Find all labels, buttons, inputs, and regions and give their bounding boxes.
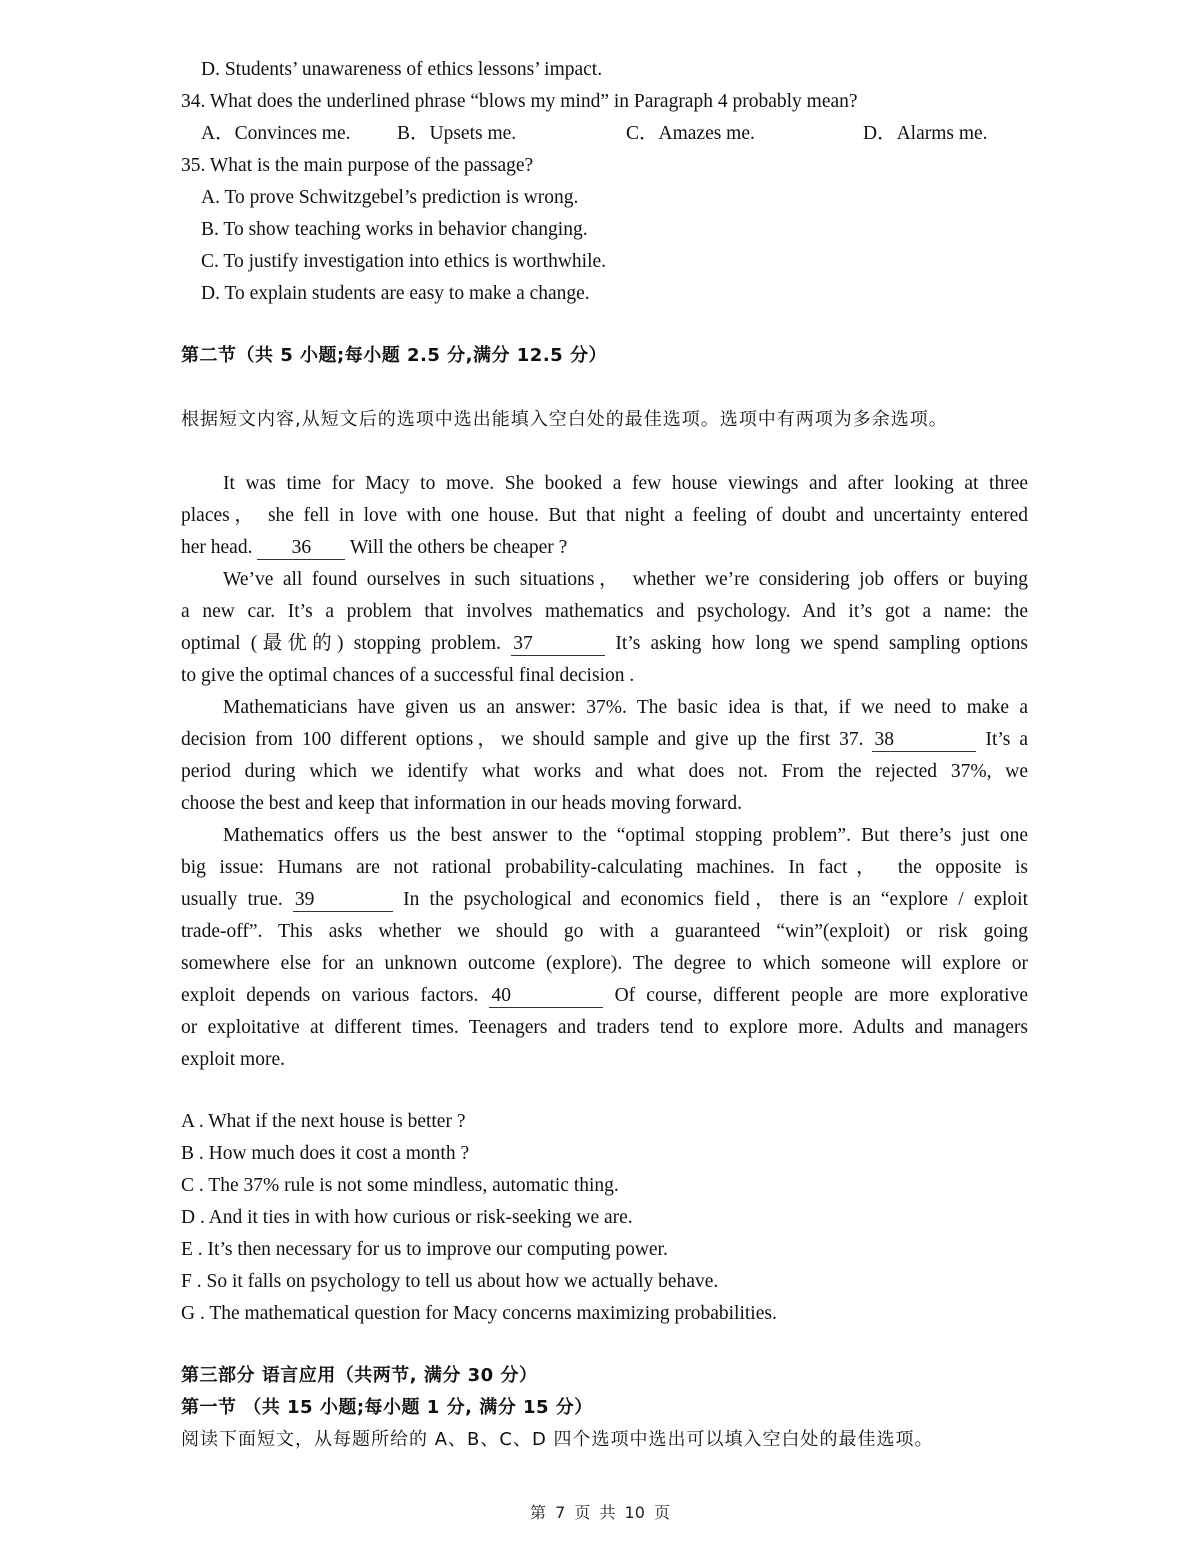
part3-section1-heading: 第一节 （共 15 小题;每小题 1 分, 满分 15 分） — [181, 1397, 593, 1418]
passage-p4-line2: big issue: Humans are not rational probability-calculating machines. In fact， the opposite is — [181, 857, 1028, 878]
choice-g: G . The mathematical question for Macy concerns maximizing probabilities. — [181, 1303, 777, 1324]
blank-39: 39 — [293, 889, 393, 912]
text: usually true. — [181, 889, 293, 910]
passage-p3-line2 — [181, 726, 1028, 754]
q34-option-a: A．Convinces me. — [201, 123, 351, 144]
choice-f: F . So it falls on psychology to tell us about how we actually behave. — [181, 1271, 719, 1292]
passage-p4-line7: or exploitative at different times. Teenagers and traders tend to explore more. Adults and managers — [181, 1017, 1028, 1038]
passage-p4-line5: somewhere else for an unknown outcome (explore). The degree to which someone will explore or — [181, 953, 1028, 974]
blank-36: 36 — [257, 537, 345, 560]
text: exploit depends on various factors. — [181, 985, 490, 1006]
choice-e: E . It’s then necessary for us to improve our computing power. — [181, 1239, 668, 1260]
passage-p4-line1: Mathematics offers us the best answer to the “optimal stopping problem”. But there’s just one — [223, 825, 1028, 846]
passage-p2-line4: to give the optimal chances of a successful final decision . — [181, 665, 635, 686]
blank-37: 37 — [511, 633, 605, 656]
q34-option-d: D．Alarms me. — [863, 123, 988, 144]
choice-d: D . And it ties in with how curious or risk-seeking we are. — [181, 1207, 633, 1228]
q34-stem: 34. What does the underlined phrase “blows my mind” in Paragraph 4 probably mean? — [181, 91, 858, 112]
q35-option-b: B. To show teaching works in behavior changing. — [201, 219, 588, 240]
text: It’s a — [976, 729, 1029, 750]
passage-p3-line3: period during which we identify what works and what does not. From the rejected 37%, we — [181, 761, 1028, 782]
q35-stem: 35. What is the main purpose of the passage? — [181, 155, 534, 176]
q34-option-c: C．Amazes me. — [626, 123, 755, 144]
passage-p2-line3 — [181, 630, 1028, 658]
passage-p2-line1: We’ve all found ourselves in such situations， whether we’re considering job offers or buying — [223, 569, 1028, 590]
part3-heading: 第三部分 语言应用（共两节, 满分 30 分） — [181, 1365, 538, 1386]
passage-p4-line4: trade-off”. This asks whether we should go with a guaranteed “win”(exploit) or risk going — [181, 921, 1028, 942]
q35-option-d: D. To explain students are easy to make a change. — [201, 283, 590, 304]
q35-option-c: C. To justify investigation into ethics is worthwhile. — [201, 251, 607, 272]
text: decision from 100 different options，we should sample and give up the first 37. — [181, 729, 873, 750]
passage-p3-line4: choose the best and keep that information in our heads moving forward. — [181, 793, 743, 814]
q34-option-b: B．Upsets me. — [397, 123, 517, 144]
part3-instruction: 阅读下面短文，从每题所给的 A、B、C、D 四个选项中选出可以填入空白处的最佳选项。 — [181, 1429, 934, 1450]
passage-p3-line1: Mathematicians have given us an answer: 37%. The basic idea is that, if we need to make a — [223, 697, 1028, 718]
q33-option-d: D. Students’ unawareness of ethics lessons’ impact. — [201, 59, 603, 80]
passage-p4-line3 — [181, 886, 1028, 914]
passage-p4-line6 — [181, 982, 1028, 1010]
text: In the psychological and economics field，there is an “explore / exploit — [392, 889, 1028, 910]
text: her head. — [181, 537, 258, 558]
choice-b: B . How much does it cost a month ? — [181, 1143, 470, 1164]
passage-p4-line8: exploit more. — [181, 1049, 285, 1070]
blank-40: 40 — [489, 985, 603, 1008]
choice-a: A . What if the next house is better ? — [181, 1111, 466, 1132]
text: Will the others be cheaper ? — [345, 537, 568, 558]
text: optimal (最优的) stopping problem. — [181, 633, 512, 654]
passage-p1-line2: places， she fell in love with one house. But that night a feeling of doubt and uncertainty entered — [181, 505, 1028, 526]
passage-p2-line2: a new car. It’s a problem that involves mathematics and psychology. And it’s got a name: the — [181, 601, 1028, 622]
q34-options — [201, 120, 1028, 148]
section2-instruction: 根据短文内容,从短文后的选项中选出能填入空白处的最佳选项。选项中有两项为多余选项。 — [181, 409, 948, 430]
passage-p1-line3 — [181, 534, 567, 562]
section2-heading: 第二节（共 5 小题;每小题 2.5 分,满分 12.5 分） — [181, 345, 607, 366]
page-number: 第 7 页 共 10 页 — [530, 1503, 670, 1522]
blank-38: 38 — [872, 729, 976, 752]
text: It’s asking how long we spend sampling options — [605, 633, 1028, 654]
passage-p1-line1: It was time for Macy to move. She booked a few house viewings and after looking at three — [223, 473, 1028, 494]
text: Of course, different people are more explorative — [603, 985, 1028, 1006]
q35-option-a: A. To prove Schwitzgebel’s prediction is wrong. — [201, 187, 579, 208]
choice-c: C . The 37% rule is not some mindless, automatic thing. — [181, 1175, 619, 1196]
